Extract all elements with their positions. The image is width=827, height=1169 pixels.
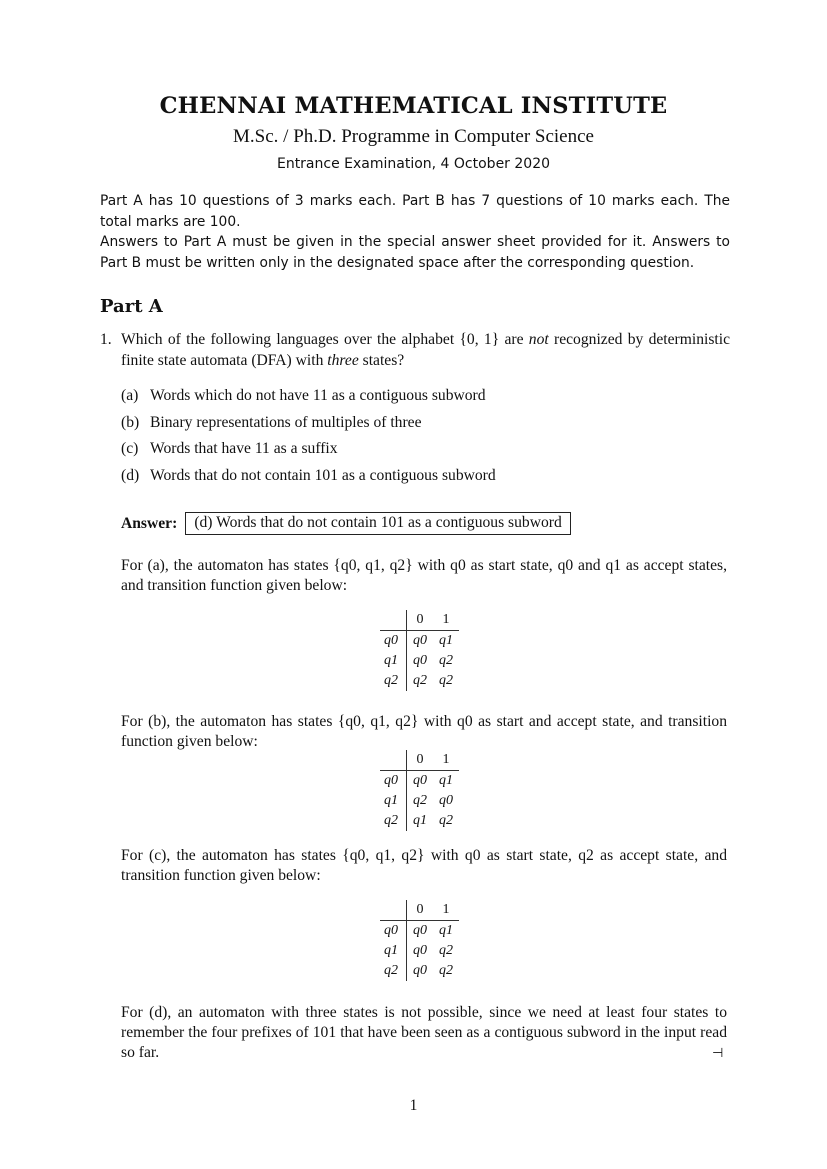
column-header: 1 (433, 900, 459, 921)
exam-date-line: Entrance Examination, 4 October 2020 (276, 156, 551, 172)
options-list (121, 386, 721, 492)
column-header: 0 (407, 900, 434, 921)
state-cell: q1 (380, 941, 407, 961)
transition-cell: q1 (413, 813, 427, 828)
table-row (380, 921, 459, 942)
table-row (380, 771, 459, 792)
table-row (380, 961, 459, 981)
option-label: (a) (121, 387, 139, 404)
column-header: 1 (433, 610, 459, 631)
instruction-marks: Part A has 10 questions of 3 marks each. Part B has 7 questions of 10 marks each. The total marks are 100. (100, 193, 730, 230)
table-row (380, 941, 459, 961)
transition-cell: q0 (413, 633, 427, 648)
programme-subtitle: M.Sc. / Ph.D. Programme in Computer Science (233, 126, 594, 147)
page-number: 1 (409, 1097, 418, 1114)
option-text: Words that have 11 as a suffix (150, 440, 338, 457)
state-cell: q0 (380, 631, 407, 652)
option-d (121, 466, 721, 493)
transition-cell: q2 (413, 673, 427, 688)
answer-row (121, 512, 571, 535)
transition-cell: q1 (439, 633, 453, 648)
state-cell: q0 (380, 771, 407, 792)
explanation-a: For (a), the automaton has states {q0, q1, q2} with q0 as start state, q0 and q1 as accept states, and transition function given below: (121, 557, 727, 594)
state-cell: q2 (380, 961, 407, 981)
option-label: (c) (121, 440, 139, 457)
explanation-b: For (b), the automaton has states {q0, q1, q2} with q0 as start and accept state, and transition function given below: (121, 713, 727, 750)
option-text: Words which do not have 11 as a contiguous subword (150, 387, 486, 404)
transition-table-c (380, 900, 459, 981)
option-label: (d) (121, 466, 140, 484)
state-cell: q1 (380, 791, 407, 811)
state-cell: q2 (380, 671, 407, 691)
state-cell: q0 (380, 921, 407, 942)
explanation-c: For (c), the automaton has states {q0, q1, q2} with q0 as start state, q2 as accept state, and transition function given below: (121, 847, 727, 884)
option-a (121, 386, 721, 413)
state-cell: q1 (380, 651, 407, 671)
transition-cell: q0 (413, 943, 427, 958)
transition-cell: q2 (413, 793, 427, 808)
table-row (380, 791, 459, 811)
option-text: Binary representations of multiples of three (150, 413, 422, 431)
state-cell: q2 (380, 811, 407, 831)
table-row (380, 811, 459, 831)
option-c (121, 439, 721, 466)
instructions-block (100, 191, 730, 273)
transition-cell: q2 (439, 813, 453, 828)
transition-table-b (380, 750, 459, 831)
transition-cell: q0 (413, 653, 427, 668)
column-header: 1 (433, 750, 459, 771)
transition-cell: q0 (413, 773, 427, 788)
column-header: 0 (407, 750, 434, 771)
transition-cell: q2 (439, 963, 453, 978)
end-of-proof-symbol: ⊣ (712, 1046, 724, 1061)
option-b (121, 413, 721, 440)
column-header: 0 (407, 610, 434, 631)
question-number: 1. (100, 331, 112, 348)
transition-cell: q2 (439, 653, 453, 668)
institute-title: CHENNAI MATHEMATICAL INSTITUTE (159, 93, 668, 119)
transition-table-a (380, 610, 459, 691)
explanation-d: For (d), an automaton with three states is not possible, since we need at least four states to remember the four prefixes of 101 that have been seen as a contiguous subword in the input read so far. (121, 1004, 727, 1061)
part-a-heading: Part A (100, 296, 163, 317)
transition-cell: q0 (413, 963, 427, 978)
transition-cell: q0 (439, 793, 453, 808)
option-text: Words that do not contain 101 as a contiguous subword (150, 466, 496, 484)
table-row (380, 671, 459, 691)
transition-cell: q1 (439, 773, 453, 788)
table-row (380, 631, 459, 652)
transition-cell: q2 (439, 673, 453, 688)
answer-box: (d) Words that do not contain 101 as a contiguous subword (185, 512, 570, 535)
question-text: Which of the following languages over the alphabet {0, 1} are not recognized by deterministic finite state automata (DFA) with three states? (121, 331, 730, 369)
transition-cell: q2 (439, 943, 453, 958)
answer-label: Answer: (121, 514, 178, 532)
transition-cell: q1 (439, 923, 453, 938)
option-label: (b) (121, 413, 140, 431)
instruction-answers: Answers to Part A must be given in the special answer sheet provided for it. Answers to Part B must be written only in the designated space after the corresponding question. (100, 234, 730, 271)
transition-cell: q0 (413, 923, 427, 938)
table-row (380, 651, 459, 671)
question-1 (100, 330, 730, 371)
